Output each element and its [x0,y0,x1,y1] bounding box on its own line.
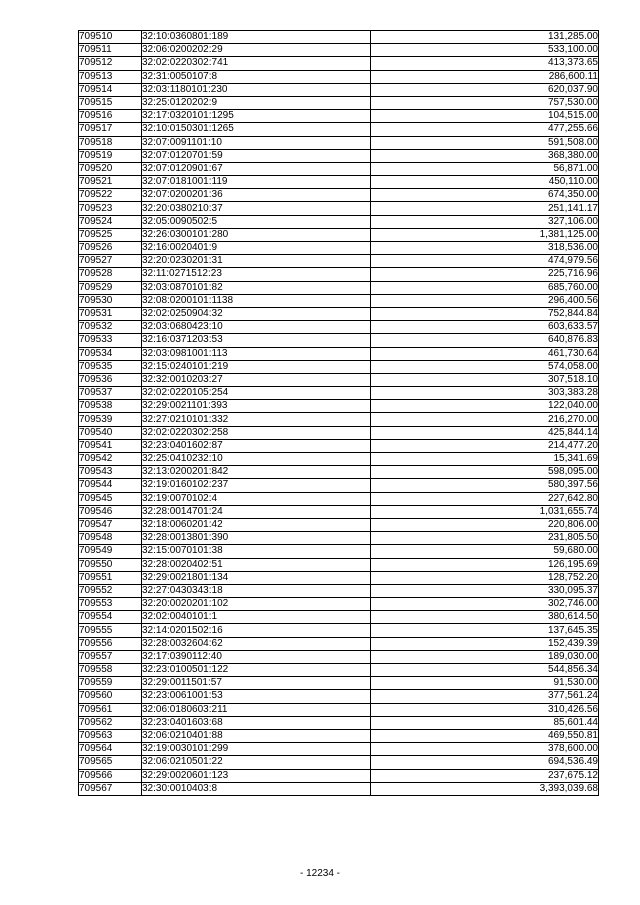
table-row [79,690,599,703]
table-row [79,57,599,70]
cadastral-number-cell: 32:28:0020402:51 [142,558,371,571]
cadastral-number-cell: 32:29:0011501:57 [142,677,371,690]
table-row [79,136,599,149]
row-id-cell: 709515 [79,96,142,109]
table-row [79,215,599,228]
row-id-cell: 709539 [79,413,142,426]
cadastral-number-cell: 32:19:0030101:299 [142,743,371,756]
cadastral-value-cell: 674,350.00 [371,189,599,202]
cadastral-number-cell: 32:19:0160102:237 [142,479,371,492]
cadastral-number-cell: 32:29:0021801:134 [142,571,371,584]
cadastral-value-cell: 474,979.56 [371,255,599,268]
cadastral-number-cell: 32:02:0220302:741 [142,57,371,70]
cadastral-number-cell: 32:25:0410232:10 [142,453,371,466]
cadastral-number-cell: 32:14:0201502:16 [142,624,371,637]
row-id-cell: 709518 [79,136,142,149]
table-row [79,83,599,96]
cadastral-number-cell: 32:20:0380210:37 [142,202,371,215]
row-id-cell: 709555 [79,624,142,637]
cadastral-value-cell: 303,383.28 [371,387,599,400]
cadastral-number-cell: 32:07:0181001:119 [142,176,371,189]
cadastral-value-cell: 752,844.84 [371,307,599,320]
row-id-cell: 709549 [79,545,142,558]
table-row [79,611,599,624]
cadastral-number-cell: 32:08:0200101:1138 [142,294,371,307]
cadastral-value-cell: 56,871.00 [371,162,599,175]
table-row [79,31,599,44]
table-row [79,558,599,571]
cadastral-number-cell: 32:27:0430343:18 [142,584,371,597]
row-id-cell: 709551 [79,571,142,584]
cadastral-value-cell: 1,031,655.74 [371,505,599,518]
cadastral-number-cell: 32:17:0320101:1295 [142,110,371,123]
table-row [79,400,599,413]
cadastral-number-cell: 32:03:1180101:230 [142,83,371,96]
row-id-cell: 709542 [79,453,142,466]
row-id-cell: 709517 [79,123,142,136]
row-id-cell: 709556 [79,637,142,650]
cadastral-number-cell: 32:18:0060201:42 [142,518,371,531]
cadastral-number-cell: 32:05:0090502:5 [142,215,371,228]
cadastral-number-cell: 32:20:0020201:102 [142,598,371,611]
row-id-cell: 709527 [79,255,142,268]
table-row [79,664,599,677]
cadastral-number-cell: 32:02:0220302:258 [142,426,371,439]
row-id-cell: 709562 [79,716,142,729]
page-number: - 12234 - [299,868,341,879]
table-row [79,176,599,189]
cadastral-number-cell: 32:02:0220105:254 [142,387,371,400]
table-row [79,307,599,320]
cadastral-number-cell: 32:15:0070101:38 [142,545,371,558]
cadastral-value-cell: 461,730.64 [371,347,599,360]
cadastral-value-cell: 380,614.50 [371,611,599,624]
cadastral-value-cell: 214,477.20 [371,439,599,452]
cadastral-number-cell: 32:16:0371203:53 [142,334,371,347]
table-row [79,189,599,202]
cadastral-value-cell: 128,752.20 [371,571,599,584]
row-id-cell: 709523 [79,202,142,215]
table-row [79,743,599,756]
cadastral-number-cell: 32:03:0981001:113 [142,347,371,360]
cadastral-number-cell: 32:06:0180603:211 [142,703,371,716]
row-id-cell: 709561 [79,703,142,716]
cadastral-value-cell: 3,393,039.68 [371,782,599,795]
row-id-cell: 709566 [79,769,142,782]
table-row [79,479,599,492]
cadastral-value-cell: 368,380.00 [371,149,599,162]
cadastral-number-cell: 32:07:0120701:59 [142,149,371,162]
cadastral-value-cell: 694,536.49 [371,756,599,769]
table-row [79,321,599,334]
cadastral-number-cell: 32:13:0200201:842 [142,466,371,479]
cadastral-value-cell: 620,037.90 [371,83,599,96]
cadastral-value-cell: 425,844.14 [371,426,599,439]
row-id-cell: 709514 [79,83,142,96]
cadastral-value-cell: 152,439.39 [371,637,599,650]
row-id-cell: 709554 [79,611,142,624]
table-row [79,598,599,611]
cadastral-number-cell: 32:28:0032604:62 [142,637,371,650]
cadastral-value-cell: 477,255.66 [371,123,599,136]
table-row [79,532,599,545]
table-row [79,650,599,663]
cadastral-value-cell: 231,805.50 [371,532,599,545]
cadastral-value-cell: 318,536.00 [371,242,599,255]
cadastral-value-cell: 220,806.00 [371,518,599,531]
cadastral-number-cell: 32:06:0200202:29 [142,44,371,57]
row-id-cell: 709525 [79,228,142,241]
cadastral-value-cell: 15,341.69 [371,453,599,466]
row-id-cell: 709541 [79,439,142,452]
property-value-table [78,30,599,796]
table-row [79,255,599,268]
cadastral-number-cell: 32:25:0120202:9 [142,96,371,109]
cadastral-number-cell: 32:02:0040101:1 [142,611,371,624]
row-id-cell: 709563 [79,729,142,742]
row-id-cell: 709560 [79,690,142,703]
cadastral-value-cell: 302,746.00 [371,598,599,611]
cadastral-value-cell: 251,141.17 [371,202,599,215]
row-id-cell: 709557 [79,650,142,663]
row-id-cell: 709552 [79,584,142,597]
cadastral-number-cell: 32:11:0271512:23 [142,268,371,281]
table-row [79,518,599,531]
row-id-cell: 709543 [79,466,142,479]
cadastral-number-cell: 32:02:0250904:32 [142,307,371,320]
table-row [79,756,599,769]
row-id-cell: 709558 [79,664,142,677]
cadastral-value-cell: 591,508.00 [371,136,599,149]
table-row [79,268,599,281]
row-id-cell: 709535 [79,360,142,373]
table-row [79,387,599,400]
cadastral-value-cell: 413,373.65 [371,57,599,70]
table-row [79,360,599,373]
cadastral-number-cell: 32:30:0010403:8 [142,782,371,795]
table-row [79,110,599,123]
table-row [79,123,599,136]
table-row [79,571,599,584]
cadastral-number-cell: 32:06:0210401:88 [142,729,371,742]
row-id-cell: 709545 [79,492,142,505]
cadastral-value-cell: 640,876.83 [371,334,599,347]
table-row [79,96,599,109]
table-row [79,149,599,162]
row-id-cell: 709532 [79,321,142,334]
cadastral-number-cell: 32:07:0091101:10 [142,136,371,149]
table-row [79,347,599,360]
table-row [79,162,599,175]
cadastral-value-cell: 59,680.00 [371,545,599,558]
cadastral-number-cell: 32:23:0401602:87 [142,439,371,452]
table-row [79,294,599,307]
table-row [79,729,599,742]
table-row [79,453,599,466]
table-row [79,545,599,558]
row-id-cell: 709533 [79,334,142,347]
row-id-cell: 709564 [79,743,142,756]
cadastral-number-cell: 32:29:0020601:123 [142,769,371,782]
cadastral-number-cell: 32:29:0021101:393 [142,400,371,413]
row-id-cell: 709547 [79,518,142,531]
cadastral-value-cell: 296,400.56 [371,294,599,307]
cadastral-value-cell: 450,110.00 [371,176,599,189]
cadastral-number-cell: 32:23:0061001:53 [142,690,371,703]
cadastral-number-cell: 32:03:0680423:10 [142,321,371,334]
cadastral-number-cell: 32:27:0210101:332 [142,413,371,426]
row-id-cell: 709520 [79,162,142,175]
cadastral-number-cell: 32:15:0240101:219 [142,360,371,373]
table-row [79,703,599,716]
table-row [79,426,599,439]
row-id-cell: 709537 [79,387,142,400]
cadastral-value-cell: 131,285.00 [371,31,599,44]
table-row [79,373,599,386]
row-id-cell: 709546 [79,505,142,518]
row-id-cell: 709511 [79,44,142,57]
row-id-cell: 709553 [79,598,142,611]
cadastral-number-cell: 32:23:0100501:122 [142,664,371,677]
table-row [79,637,599,650]
cadastral-value-cell: 598,095.00 [371,466,599,479]
cadastral-number-cell: 32:03:0870101:82 [142,281,371,294]
cadastral-number-cell: 32:23:0401603:68 [142,716,371,729]
cadastral-number-cell: 32:28:0014701:24 [142,505,371,518]
row-id-cell: 709513 [79,70,142,83]
row-id-cell: 709538 [79,400,142,413]
cadastral-value-cell: 574,058.00 [371,360,599,373]
table-row [79,782,599,795]
cadastral-value-cell: 307,518.10 [371,373,599,386]
cadastral-value-cell: 1,381,125.00 [371,228,599,241]
cadastral-value-cell: 189,030.00 [371,650,599,663]
cadastral-value-cell: 377,561.24 [371,690,599,703]
table-row [79,769,599,782]
table-row [79,334,599,347]
table-row [79,492,599,505]
cadastral-number-cell: 32:32:0010203:27 [142,373,371,386]
row-id-cell: 709567 [79,782,142,795]
table-body [79,31,599,796]
cadastral-value-cell: 227,642.80 [371,492,599,505]
cadastral-value-cell: 533,100.00 [371,44,599,57]
row-id-cell: 709522 [79,189,142,202]
row-id-cell: 709548 [79,532,142,545]
row-id-cell: 709544 [79,479,142,492]
cadastral-value-cell: 225,716.96 [371,268,599,281]
row-id-cell: 709531 [79,307,142,320]
table-row [79,584,599,597]
cadastral-value-cell: 685,760.00 [371,281,599,294]
table-row [79,505,599,518]
row-id-cell: 709519 [79,149,142,162]
cadastral-value-cell: 544,856.34 [371,664,599,677]
row-id-cell: 709526 [79,242,142,255]
row-id-cell: 709565 [79,756,142,769]
cadastral-value-cell: 330,095.37 [371,584,599,597]
row-id-cell: 709530 [79,294,142,307]
cadastral-value-cell: 580,397.56 [371,479,599,492]
row-id-cell: 709510 [79,31,142,44]
cadastral-value-cell: 237,675.12 [371,769,599,782]
cadastral-value-cell: 85,601.44 [371,716,599,729]
cadastral-number-cell: 32:10:0360801:189 [142,31,371,44]
row-id-cell: 709559 [79,677,142,690]
row-id-cell: 709516 [79,110,142,123]
cadastral-value-cell: 91,530.00 [371,677,599,690]
cadastral-number-cell: 32:07:0120901:67 [142,162,371,175]
row-id-cell: 709534 [79,347,142,360]
row-id-cell: 709521 [79,176,142,189]
cadastral-number-cell: 32:26:0300101:280 [142,228,371,241]
cadastral-number-cell: 32:19:0070102:4 [142,492,371,505]
cadastral-value-cell: 603,633.57 [371,321,599,334]
cadastral-value-cell: 310,426.56 [371,703,599,716]
cadastral-number-cell: 32:07:0200201:36 [142,189,371,202]
row-id-cell: 709536 [79,373,142,386]
cadastral-value-cell: 327,106.00 [371,215,599,228]
cadastral-value-cell: 126,195.69 [371,558,599,571]
table-row [79,624,599,637]
cadastral-value-cell: 216,270.00 [371,413,599,426]
row-id-cell: 709524 [79,215,142,228]
table-row [79,202,599,215]
cadastral-number-cell: 32:17:0390112:40 [142,650,371,663]
table-row [79,439,599,452]
cadastral-number-cell: 32:28:0013801:390 [142,532,371,545]
table-row [79,716,599,729]
table-row [79,413,599,426]
table-row [79,281,599,294]
row-id-cell: 709512 [79,57,142,70]
table-row [79,228,599,241]
cadastral-value-cell: 378,600.00 [371,743,599,756]
table-row [79,242,599,255]
cadastral-value-cell: 757,530.00 [371,96,599,109]
cadastral-value-cell: 469,550.81 [371,729,599,742]
cadastral-number-cell: 32:20:0230201:31 [142,255,371,268]
cadastral-number-cell: 32:31:0050107:8 [142,70,371,83]
cadastral-value-cell: 122,040.00 [371,400,599,413]
cadastral-value-cell: 286,600.11 [371,70,599,83]
row-id-cell: 709540 [79,426,142,439]
row-id-cell: 709550 [79,558,142,571]
table-row [79,466,599,479]
table-row [79,70,599,83]
cadastral-number-cell: 32:06:0210501:22 [142,756,371,769]
cadastral-number-cell: 32:16:0020401:9 [142,242,371,255]
table-row [79,677,599,690]
cadastral-value-cell: 104,515.00 [371,110,599,123]
cadastral-number-cell: 32:10:0150301:1265 [142,123,371,136]
row-id-cell: 709529 [79,281,142,294]
cadastral-value-cell: 137,645.35 [371,624,599,637]
row-id-cell: 709528 [79,268,142,281]
table-row [79,44,599,57]
